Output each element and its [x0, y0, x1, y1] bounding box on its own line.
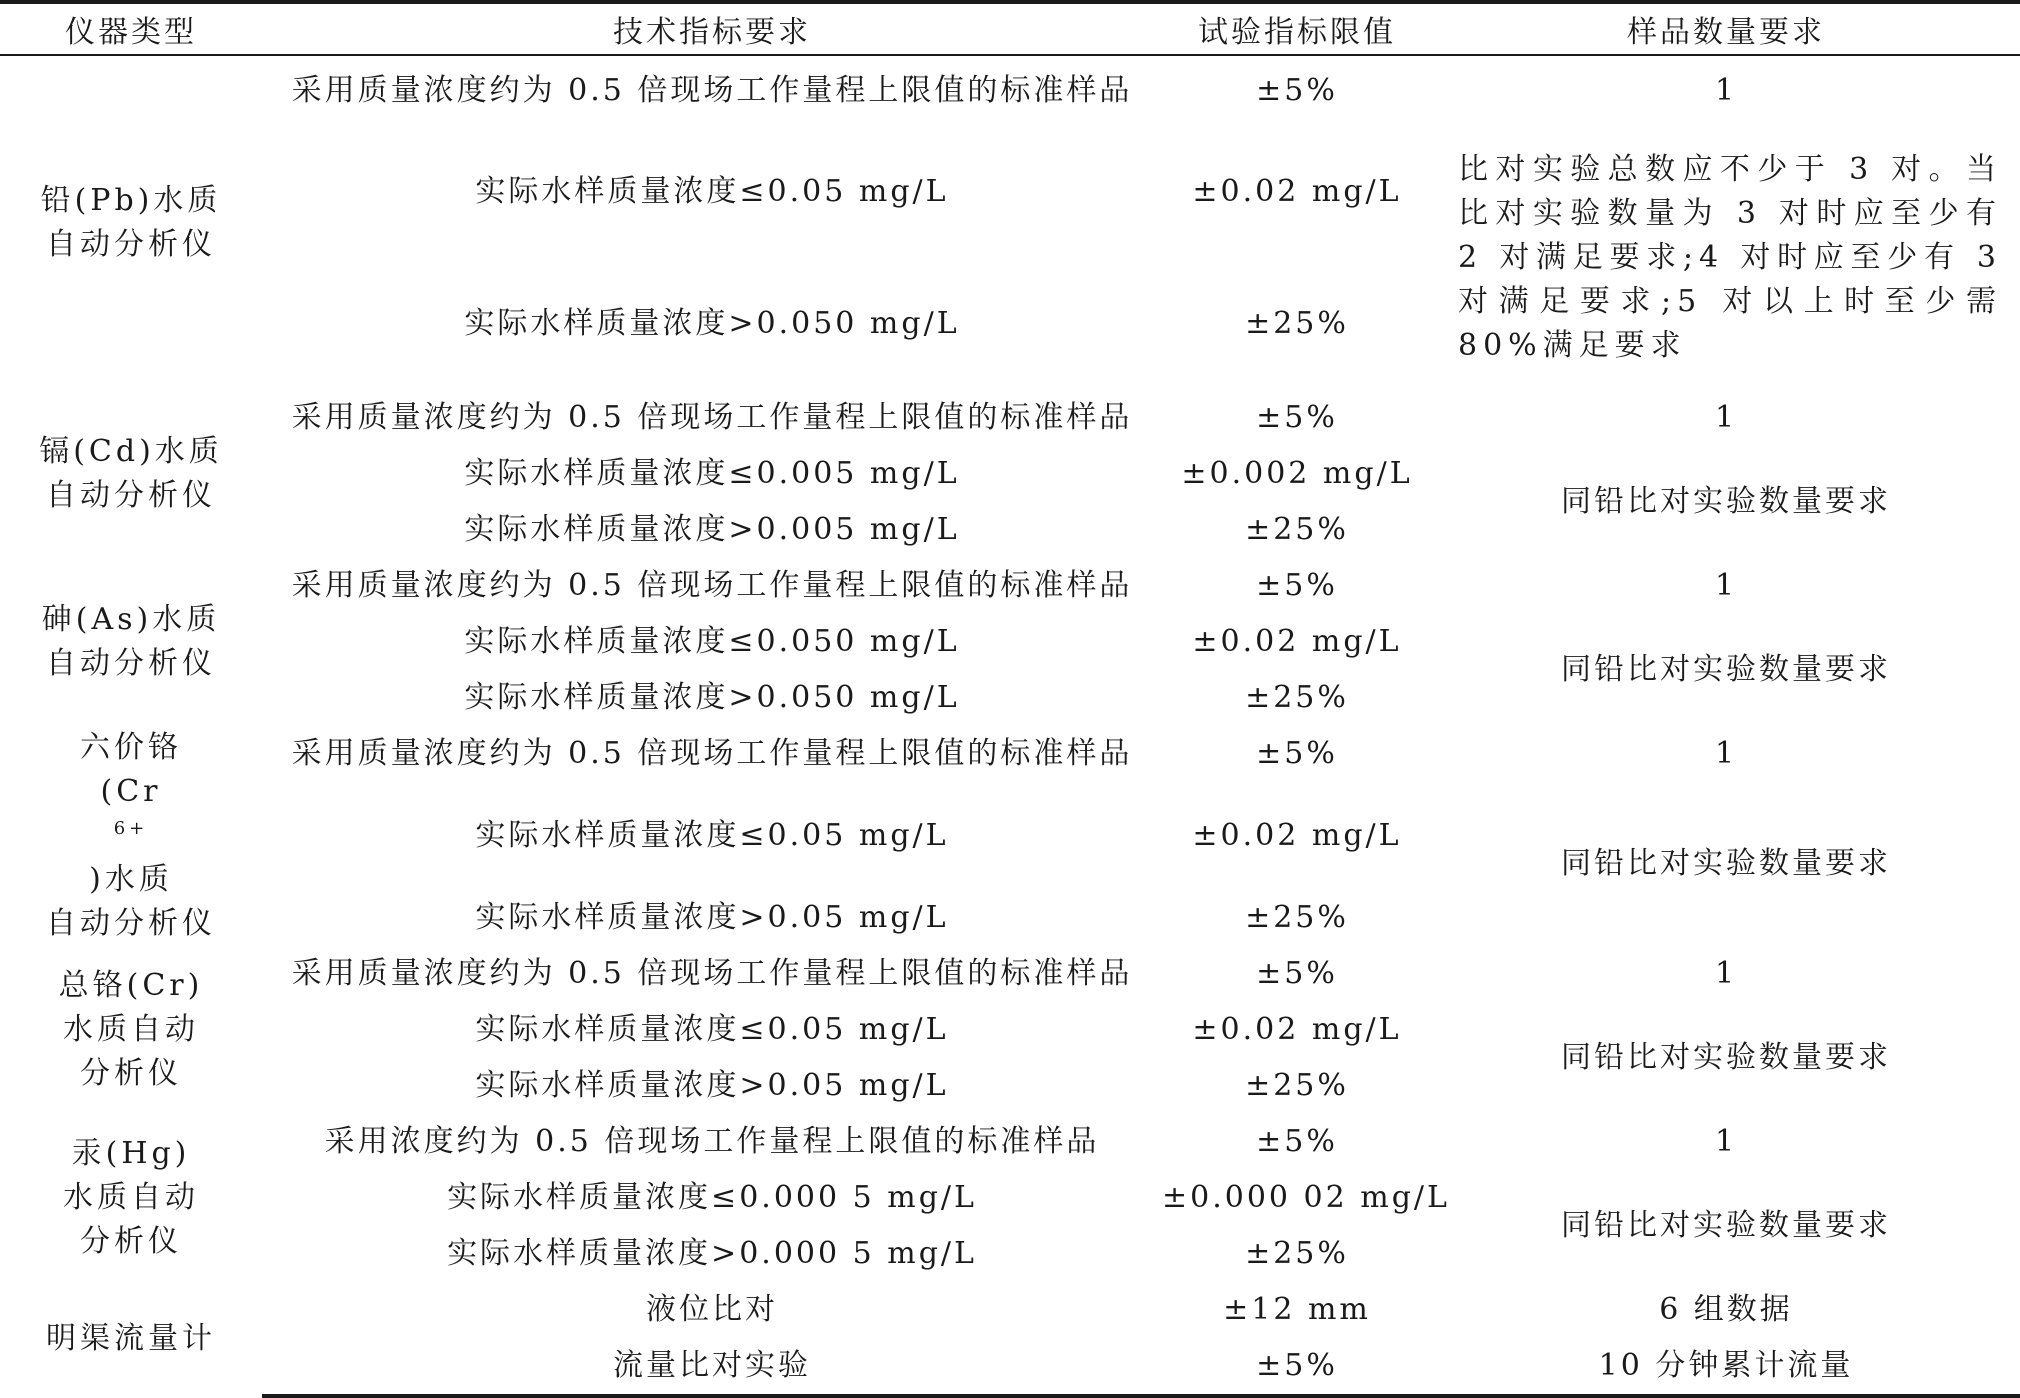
table-row [0, 1338, 2020, 1396]
instrument-line: 明渠流量计 [46, 1321, 216, 1356]
requirement-cell: 液位比对 [646, 1292, 778, 1327]
quantity-same-as-lead: 同铅比对实验数量要求 [1561, 1208, 1891, 1243]
instrument-line: 自动分析仪 [46, 227, 216, 262]
table-row [0, 1170, 2020, 1226]
quantity-same-as-lead: 同铅比对实验数量要求 [1561, 1040, 1891, 1075]
quantity-cell: 1 [1714, 736, 1738, 771]
limit-cell: ±5% [1256, 400, 1338, 435]
table-row [0, 126, 2020, 258]
requirement-cell: 采用质量浓度约为 0.5 倍现场工作量程上限值的标准样品 [291, 400, 1133, 435]
quantity-cell: 10 分钟累计流量 [1432, 1338, 2020, 1396]
requirement-cell: 实际水样质量浓度>0.050 mg/L [464, 306, 960, 341]
limit-cell: ±25% [1245, 1068, 1349, 1103]
instrument-line: 分析仪 [80, 1056, 182, 1091]
requirement-cell: 实际水样质量浓度≤0.005 mg/L [464, 456, 960, 491]
limit-cell: ±25% [1245, 1236, 1349, 1271]
requirement-cell: 实际水样质量浓度≤0.000 5 mg/L [447, 1180, 977, 1215]
header-technical: 技术指标要求 [262, 2, 1162, 55]
limit-cell: ±5% [1162, 1338, 1432, 1396]
table-row [0, 1002, 2020, 1058]
header-limit: 试验指标限值 [1162, 2, 1432, 55]
instrument-line: 总铬(Cr) [58, 968, 204, 1003]
quantity-cell: 1 [1714, 568, 1738, 603]
instrument-cell-flowmeter [0, 1282, 262, 1396]
instrument-cell-total-cr [0, 946, 262, 1114]
requirement-cell: 采用质量浓度约为 0.5 倍现场工作量程上限值的标准样品 [291, 73, 1133, 108]
instrument-text: )水质 [89, 862, 173, 897]
requirement-cell: 采用质量浓度约为 0.5 倍现场工作量程上限值的标准样品 [291, 956, 1133, 991]
requirement-cell: 流量比对实验 [262, 1338, 1162, 1396]
requirement-cell: 实际水样质量浓度≤0.050 mg/L [464, 624, 960, 659]
instrument-cell-hg [0, 1114, 262, 1282]
instrument-line: 自动分析仪 [46, 906, 216, 941]
requirement-cell: 实际水样质量浓度>0.05 mg/L [475, 900, 949, 935]
instrument-cell-as [0, 558, 262, 726]
quantity-same-as-lead: 同铅比对实验数量要求 [1561, 652, 1891, 687]
quantity-cell: 1 [1714, 956, 1738, 991]
superscript-charge: 6+ [113, 818, 149, 839]
limit-cell: ±25% [1245, 306, 1349, 341]
limit-cell: ±0.02 mg/L [1192, 1012, 1402, 1047]
requirement-cell: 实际水样质量浓度>0.05 mg/L [475, 1068, 949, 1103]
instrument-line: 水质自动 [63, 1180, 199, 1215]
table-row [0, 390, 2020, 446]
quantity-cell: 1 [1714, 1124, 1738, 1159]
limit-cell: ±5% [1256, 1124, 1338, 1159]
limit-cell: ±5% [1256, 956, 1338, 991]
header-row [0, 2, 2020, 55]
limit-cell: ±0.002 mg/L [1181, 456, 1413, 491]
instrument-line: 六价铬 [80, 730, 182, 765]
table-row [0, 446, 2020, 502]
instrument-line: 铅(Pb)水质 [40, 183, 222, 218]
instrument-line: 汞(Hg) [71, 1136, 191, 1171]
limit-cell: ±0.02 mg/L [1192, 624, 1402, 659]
instrument-line: 自动分析仪 [46, 646, 216, 681]
limit-cell: ±0.02 mg/L [1192, 174, 1402, 209]
limit-cell: ±0.000 02 mg/L [1162, 1180, 1450, 1215]
limit-cell: ±5% [1256, 736, 1338, 771]
instrument-line: 自动分析仪 [46, 478, 216, 513]
quantity-cell: 6 组数据 [1659, 1292, 1793, 1327]
table-row [0, 1282, 2020, 1338]
limit-cell: ±25% [1245, 900, 1349, 935]
limit-cell: ±12 mm [1223, 1292, 1371, 1327]
instrument-line: 分析仪 [80, 1224, 182, 1259]
table-row [0, 614, 2020, 670]
instrument-cell-cd [0, 390, 262, 558]
table-row [0, 558, 2020, 614]
quantity-same-as-lead: 同铅比对实验数量要求 [1561, 484, 1891, 519]
requirement-cell: 实际水样质量浓度>0.005 mg/L [464, 512, 960, 547]
table-row [0, 946, 2020, 1002]
limit-cell: ±5% [1256, 568, 1338, 603]
quantity-note-cell: 比对实验总数应不少于 3 对。当比对实验数量为 3 对时应至少有 2 对满足要求;4 对时应至少有 3 对满足要求;5 对以上时至少需 80%满足要求 [1458, 152, 2002, 363]
quantity-same-as-lead: 同铅比对实验数量要求 [1561, 846, 1891, 881]
instrument-line [0, 770, 262, 902]
requirement-cell: 实际水样质量浓度≤0.05 mg/L [475, 174, 949, 209]
limit-cell: ±25% [1245, 680, 1349, 715]
requirement-cell: 实际水样质量浓度>0.000 5 mg/L [447, 1236, 977, 1271]
table-row [0, 1114, 2020, 1170]
instrument-text: (Cr [100, 774, 162, 809]
requirement-cell: 采用质量浓度约为 0.5 倍现场工作量程上限值的标准样品 [291, 736, 1133, 771]
instrument-cell-cr6 [0, 726, 262, 946]
header-instrument: 仪器类型 [0, 2, 262, 55]
requirement-cell: 采用质量浓度约为 0.5 倍现场工作量程上限值的标准样品 [291, 568, 1133, 603]
requirement-cell: 采用浓度约为 0.5 倍现场工作量程上限值的标准样品 [324, 1124, 1100, 1159]
header-quantity: 样品数量要求 [1432, 2, 2020, 55]
limit-cell: ±5% [1256, 73, 1338, 108]
instrument-line: 水质自动 [63, 1012, 199, 1047]
instrument-cell-pb [0, 55, 262, 390]
quantity-cell: 1 [1714, 73, 1738, 108]
table-row [0, 782, 2020, 890]
requirement-cell: 实际水样质量浓度>0.050 mg/L [464, 680, 960, 715]
table-row [0, 726, 2020, 782]
requirement-cell: 实际水样质量浓度≤0.05 mg/L [475, 1012, 949, 1047]
limit-cell: ±0.02 mg/L [1192, 818, 1402, 853]
quantity-cell: 1 [1714, 400, 1738, 435]
instrument-line: 镉(Cd)水质 [39, 434, 223, 469]
table-row [0, 55, 2020, 126]
requirement-cell: 实际水样质量浓度≤0.05 mg/L [475, 818, 949, 853]
instrument-line: 砷(As)水质 [41, 602, 221, 637]
limit-cell: ±25% [1245, 512, 1349, 547]
